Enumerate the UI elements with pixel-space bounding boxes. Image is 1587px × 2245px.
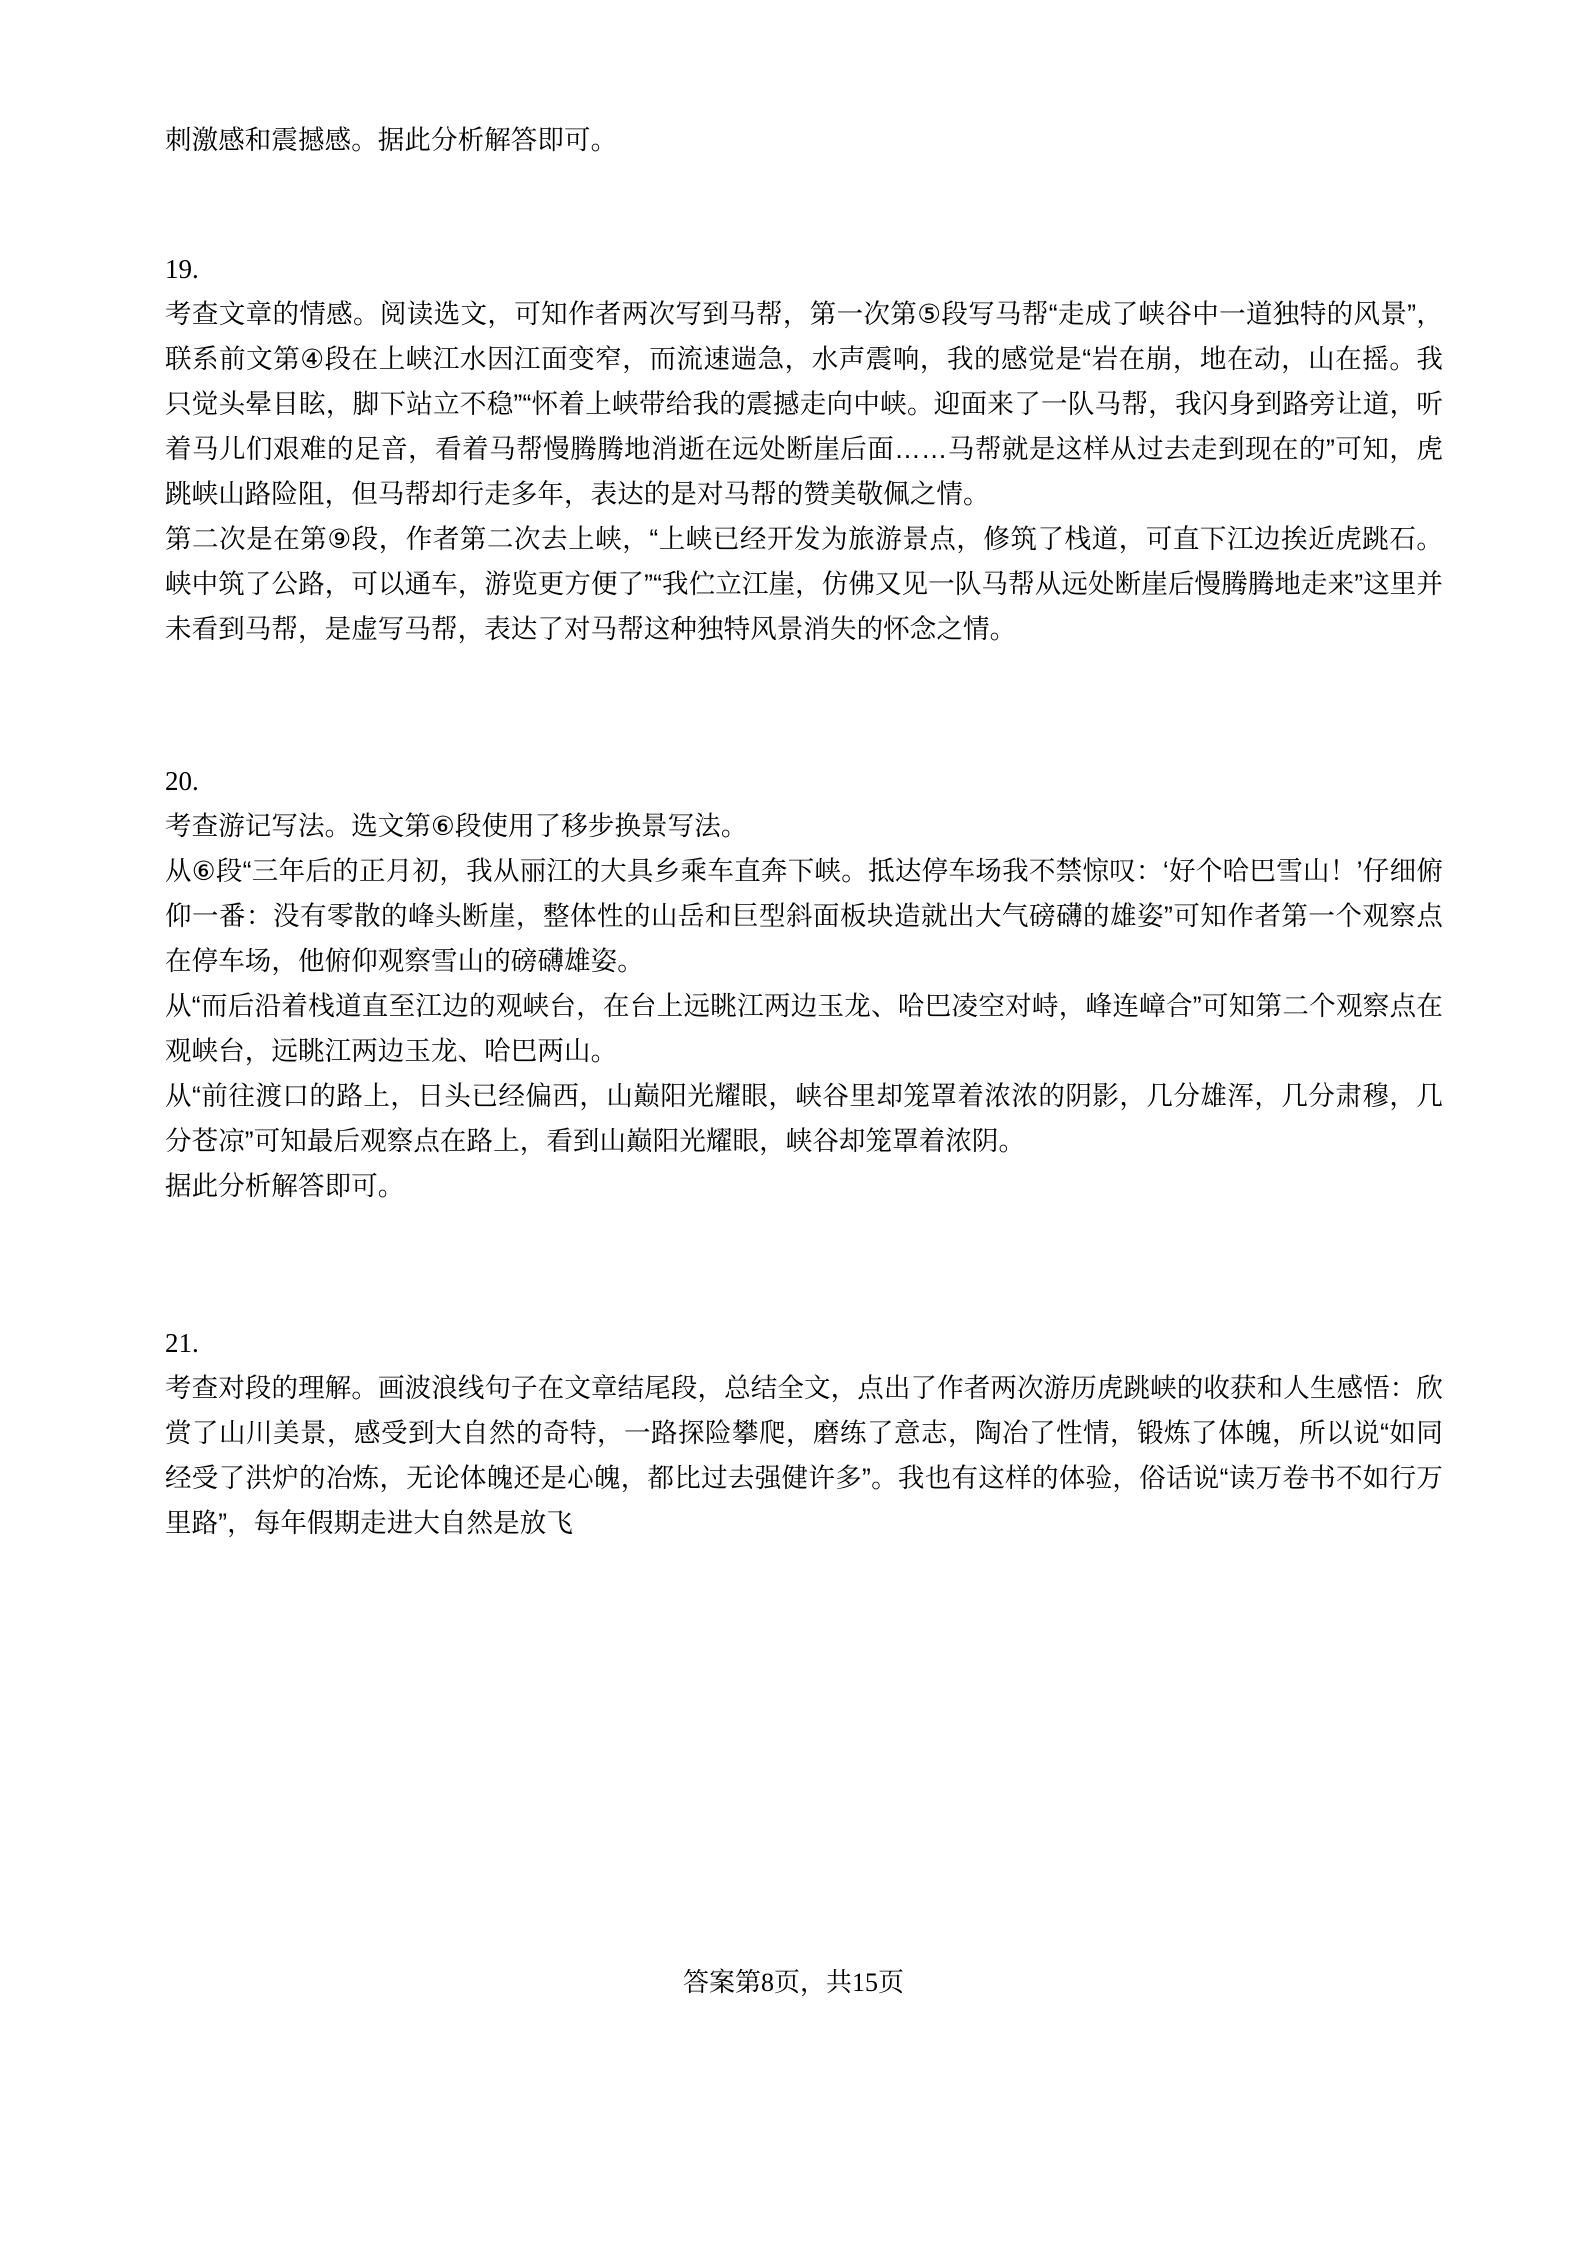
footer-page-number: 8 <box>760 1968 774 1997</box>
question-20-paragraph-4: 从“前往渡口的路上，日头已经偏西，山巅阳光耀眼，峡谷里却笼罩着浓浓的阴影，几分雄浑，几分肃穆，几分苍凉”可知最后观察点在路上，看到山巅阳光耀眼，峡谷却笼罩着浓阴。 <box>165 1081 1443 1156</box>
footer-middle: 页，共 <box>773 1967 852 1997</box>
footer-suffix: 页 <box>878 1967 905 1997</box>
question-20-paragraph-5: 据此分析解答即可。 <box>165 1171 405 1201</box>
page-content <box>165 118 1443 1546</box>
question-20-paragraph-2: 从⑥段“三年后的正月初，我从丽江的大具乡乘车直奔下峡。抵达停车场我不禁惊叹：‘好个哈巴雪山！’仔细俯仰一番：没有零散的峰头断崖，整体性的山岳和巨型斜面板块造就出大气磅礴的雄姿”可知作者第一个观察点在停车场，他俯仰观察雪山的磅礴雄姿。 <box>165 856 1443 976</box>
question-19-paragraph-2: 第二次是在第⑨段，作者第二次去上峡，“上峡已经开发为旅游景点，修筑了栈道，可直下江边挨近虎跳石。峡中筑了公路，可以通车，游览更方便了”“我伫立江崖，仿佛又见一队马帮从远处断崖后慢腾腾地走来”这里并未看到马帮，是虚写马帮，表达了对马帮这种独特风景消失的怀念之情。 <box>165 524 1443 644</box>
footer-total-pages: 15 <box>852 1968 878 1997</box>
footer-prefix: 答案第 <box>682 1967 761 1997</box>
spacer <box>165 163 1443 247</box>
question-number-20: 20. <box>165 766 199 796</box>
spacer <box>165 652 1443 759</box>
page-footer <box>0 1962 1587 2003</box>
question-19-paragraph-1: 考查文章的情感。阅读选文，可知作者两次写到马帮，第一次第⑤段写马帮“走成了峡谷中一道独特的风景”，联系前文第④段在上峡江水因江面变窄，而流速遄急，水声震响，我的感觉是“岩在崩，地在动，山在摇。我只觉头晕目眩，脚下站立不稳”“怀着上峡带给我的震撼走向中峡。迎面来了一队马帮，我闪身到路旁让道，听着马儿们艰难的足音，看着马帮慢腾腾地消逝在远处断崖后面……马帮就是这样从过去走到现在的”可知，虎跳峡山路险阻，但马帮却行走多年，表达的是对马帮的赞美敬佩之情。 <box>165 299 1443 509</box>
question-21-paragraph-1: 考查对段的理解。画波浪线句子在文章结尾段，总结全文，点出了作者两次游历虎跳峡的收获和人生感悟：欣赏了山川美景，感受到大自然的奇特，一路探险攀爬，磨练了意志，陶冶了性情，锻炼了体魄，所以说“如同经受了洪炉的冶炼，无论体魄还是心魄，都比过去强健许多”。我也有这样的体验，俗话说“读万卷书不如行万里路”，每年假期走进大自然是放飞 <box>165 1373 1443 1538</box>
question-20-paragraph-3: 从“而后沿着栈道直至江边的观峡台，在台上远眺江两边玉龙、哈巴凌空对峙，峰连嶂合”可知第二个观察点在观峡台，远眺江两边玉龙、哈巴两山。 <box>165 991 1443 1066</box>
question-20-paragraph-1: 考查游记写法。选文第⑥段使用了移步换景写法。 <box>165 811 748 841</box>
intro-continuation-line: 刺激感和震撼感。据此分析解答即可。 <box>165 125 618 155</box>
spacer <box>165 1209 1443 1321</box>
question-number-21: 21. <box>165 1328 199 1358</box>
question-number-19: 19. <box>165 254 199 284</box>
